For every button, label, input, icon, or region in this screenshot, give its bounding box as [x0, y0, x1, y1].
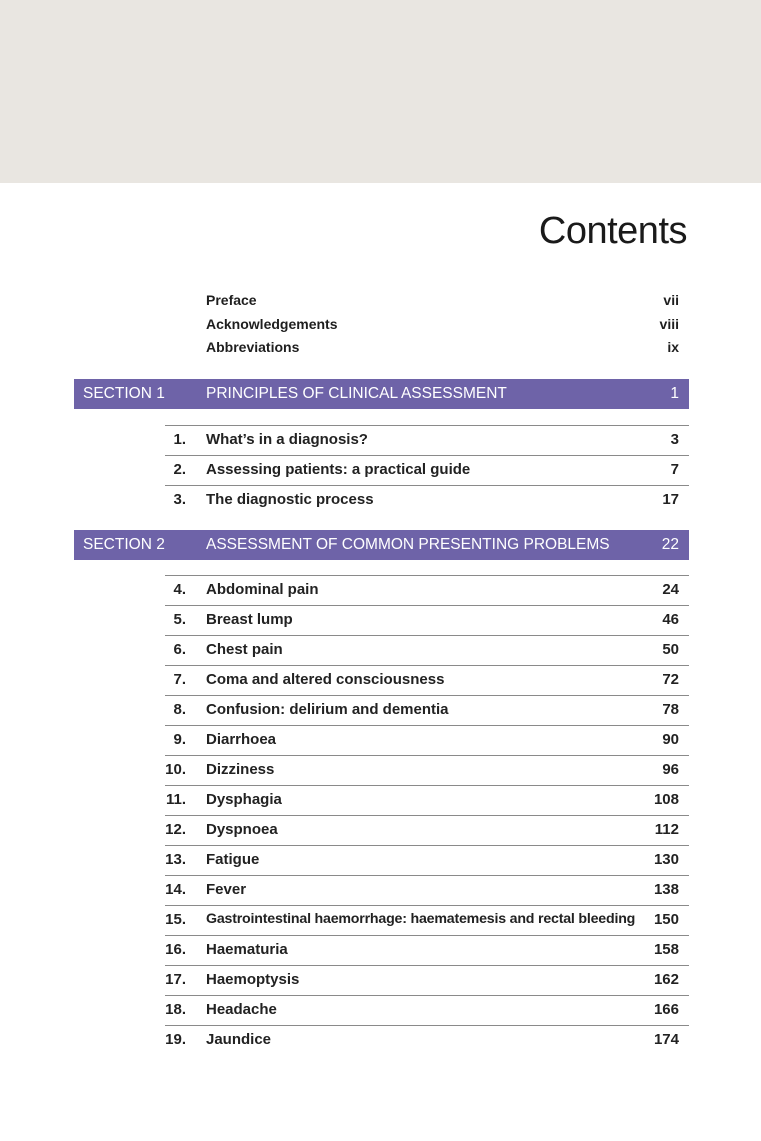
chapter-title: Jaundice [206, 1031, 272, 1048]
chapter-number: 11. [165, 791, 186, 808]
chapter-title: Haemoptysis [206, 971, 300, 988]
header-band [0, 0, 761, 183]
chapter-number: 12. [165, 821, 186, 838]
chapter-row[interactable] [165, 785, 689, 815]
chapter-row[interactable] [165, 1025, 689, 1055]
chapter-number: 15. [165, 911, 186, 928]
chapter-title: Diarrhoea [206, 731, 277, 748]
chapter-row[interactable] [165, 455, 689, 485]
chapter-row[interactable] [165, 695, 689, 725]
chapter-title: Headache [206, 1001, 277, 1018]
chapter-page: 90 [662, 731, 679, 748]
section-label: SECTION 1 [83, 385, 165, 402]
chapter-row[interactable] [165, 605, 689, 635]
chapter-title: Coma and altered consciousness [206, 671, 445, 688]
front-matter-item[interactable] [206, 316, 679, 340]
chapter-number: 6. [173, 641, 186, 658]
chapter-title: What’s in a diagnosis? [206, 431, 368, 448]
chapter-row[interactable] [165, 575, 689, 605]
chapter-page: 46 [662, 611, 679, 628]
chapter-row[interactable] [165, 815, 689, 845]
chapter-row[interactable] [165, 995, 689, 1025]
chapter-title: Dyspnoea [206, 821, 278, 838]
chapter-page: 3 [670, 431, 679, 448]
chapter-title: Confusion: delirium and dementia [206, 701, 449, 718]
chapter-number: 8. [173, 701, 186, 718]
chapter-title: Dizziness [206, 761, 275, 778]
chapter-number: 17. [165, 971, 186, 988]
section-label: SECTION 2 [83, 536, 165, 553]
chapter-page: 158 [653, 941, 679, 958]
chapter-number: 3. [173, 491, 186, 508]
chapter-page: 174 [653, 1031, 679, 1048]
front-matter-label: Acknowledgements [206, 315, 338, 332]
chapter-row[interactable] [165, 425, 689, 455]
front-matter-page: ix [667, 339, 679, 355]
chapter-page: 17 [662, 491, 679, 508]
chapter-number: 4. [173, 581, 186, 598]
front-matter-label: Preface [206, 292, 257, 308]
chapter-page: 112 [654, 821, 679, 838]
section-title: PRINCIPLES OF CLINICAL ASSESSMENT [206, 385, 507, 402]
chapter-row[interactable] [165, 845, 689, 875]
chapter-page: 108 [653, 791, 679, 808]
chapter-number: 19. [165, 1031, 186, 1048]
chapter-page: 50 [662, 641, 679, 658]
front-matter-item[interactable] [206, 292, 679, 316]
chapter-title: Breast lump [206, 611, 293, 628]
chapter-title: Haematuria [206, 941, 288, 958]
section-header-2[interactable] [74, 530, 689, 560]
chapter-page: 138 [653, 881, 679, 898]
chapter-page: 24 [662, 581, 679, 598]
chapter-row[interactable] [165, 875, 689, 905]
chapter-page: 96 [662, 761, 679, 778]
chapter-number: 9. [173, 731, 186, 748]
section-page: 1 [670, 385, 679, 402]
chapter-page: 166 [653, 1001, 679, 1018]
chapter-row[interactable] [165, 635, 689, 665]
chapter-number: 1. [173, 431, 186, 448]
chapter-row[interactable] [165, 755, 689, 785]
front-matter-label: Abbreviations [206, 339, 300, 355]
chapter-row[interactable] [165, 935, 689, 965]
chapter-page: 130 [653, 851, 679, 868]
chapter-number: 16. [165, 941, 186, 958]
chapter-row[interactable] [165, 665, 689, 695]
chapter-row[interactable] [165, 485, 689, 515]
chapter-page: 7 [670, 461, 679, 478]
section-page: 22 [661, 536, 679, 553]
chapter-title: Fatigue [206, 851, 260, 868]
front-matter-page: vii [663, 292, 679, 308]
chapter-title: Gastrointestinal haemorrhage: haematemesis and rectal bleeding [206, 911, 636, 927]
chapter-title: The diagnostic process [206, 491, 374, 508]
page-title: Contents [538, 210, 687, 252]
chapter-list-section-2 [165, 575, 689, 1055]
chapter-number: 14. [165, 881, 186, 898]
chapter-title: Abdominal pain [206, 581, 319, 598]
chapter-number: 7. [173, 671, 186, 688]
chapter-number: 18. [165, 1001, 186, 1018]
chapter-page: 78 [662, 701, 679, 718]
chapter-title: Assessing patients: a practical guide [206, 461, 471, 478]
chapter-row[interactable] [165, 965, 689, 995]
chapter-number: 13. [165, 851, 186, 868]
chapter-number: 10. [165, 761, 186, 778]
section-title: ASSESSMENT OF COMMON PRESENTING PROBLEMS [206, 536, 610, 553]
front-matter-page: viii [659, 315, 679, 332]
chapter-title: Fever [206, 881, 247, 898]
front-matter-list [206, 292, 679, 363]
chapter-list-section-1 [165, 425, 689, 515]
front-matter-item[interactable] [206, 339, 679, 363]
chapter-page: 150 [653, 911, 679, 928]
section-header-1[interactable] [74, 379, 689, 409]
chapter-number: 2. [173, 461, 186, 478]
chapter-page: 72 [662, 671, 679, 688]
chapter-row[interactable] [165, 725, 689, 755]
chapter-page: 162 [653, 971, 679, 988]
chapter-title: Dysphagia [206, 791, 282, 808]
chapter-number: 5. [173, 611, 186, 628]
chapter-title: Chest pain [206, 641, 283, 658]
chapter-row[interactable] [165, 905, 689, 935]
